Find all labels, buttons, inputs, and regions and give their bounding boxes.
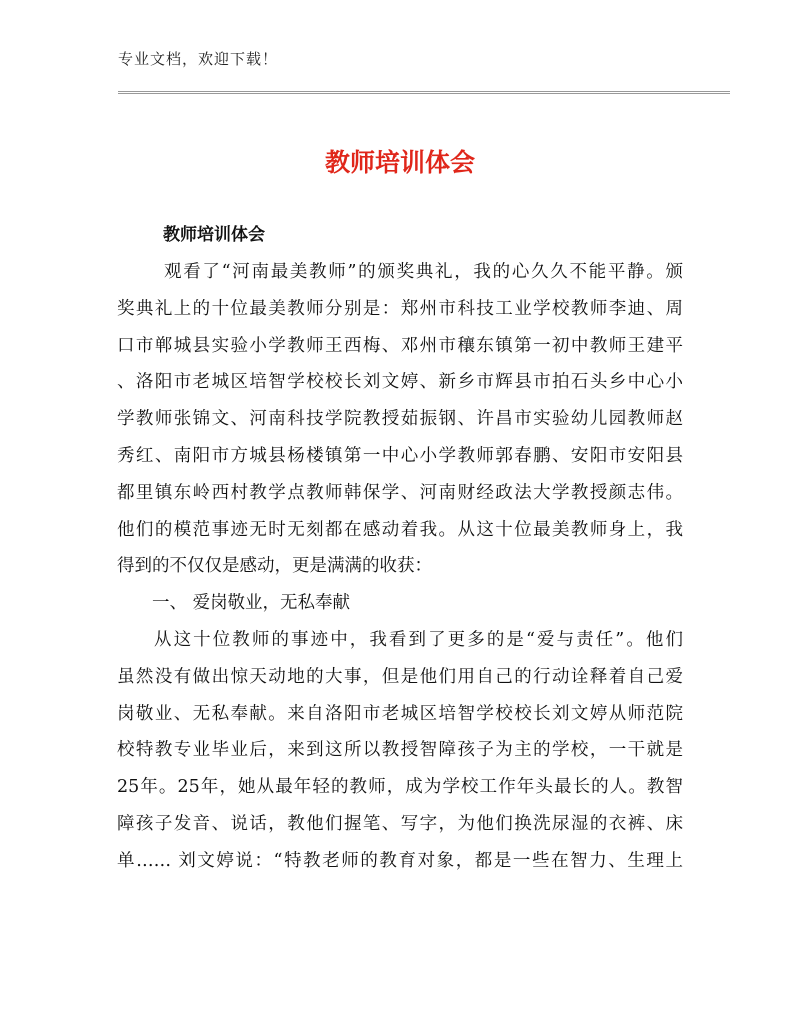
paragraph-line: 单…… 刘文婷说：“特教老师的教育对象，都是一些在智力、生理上 (117, 850, 683, 871)
subheading-line: 一、 爱岗敬业，无私奉献 (152, 593, 351, 614)
header-divider (118, 91, 730, 94)
paragraph-line: 校特教专业毕业后，来到这所以教授智障孩子为主的学校，一干就是 (117, 740, 683, 761)
section-heading: 教师培训体会 (163, 225, 265, 245)
paragraph-line: 虽然没有做出惊天动地的大事，但是他们用自己的行动诠释着自己爱 (117, 666, 683, 687)
paragraph-line: 、洛阳市老城区培智学校校长刘文婷、新乡市辉县市拍石头乡中心小 (117, 372, 683, 393)
paragraph-line: 他们的模范事迹无时无刻都在感动着我。从这十位最美教师身上，我 (117, 519, 683, 540)
paragraph-line: 从这十位教师的事迹中，我看到了更多的是“爱与责任”。他们 (154, 629, 683, 650)
paragraph-line: 学教师张锦文、河南科技学院教授茹振钢、许昌市实验幼儿园教师赵 (117, 409, 683, 430)
paragraph-line: 口市郸城县实验小学教师王西梅、邓州市穰东镇第一初中教师王建平 (117, 335, 683, 356)
paragraph-line: 障孩子发音、说话，教他们握笔、写字，为他们换洗尿湿的衣裤、床 (117, 813, 683, 834)
paragraph-line: 岗敬业、无私奉献。来自洛阳市老城区培智学校校长刘文婷从师范院 (117, 703, 683, 724)
paragraph-line: 都里镇东岭西村教学点教师韩保学、河南财经政法大学教授颜志伟。 (117, 482, 683, 503)
paragraph-line: 观看了“河南最美教师”的颁奖典礼，我的心久久不能平静。颁 (164, 262, 683, 282)
paragraph-line: 得到的不仅仅是感动，更是满满的收获： (117, 556, 432, 577)
paragraph-line: 秀红、南阳市方城县杨楼镇第一中心小学教师郭春鹏、安阳市安阳县 (117, 445, 683, 466)
paragraph-line: 奖典礼上的十位最美教师分别是：郑州市科技工业学校教师李迪、周 (117, 298, 683, 319)
paragraph-line: 25年。25年，她从最年轻的教师，成为学校工作年头最长的人。教智 (117, 777, 683, 798)
body-text (117, 254, 683, 880)
page-header-text: 专业文档，欢迎下载！ (118, 50, 279, 68)
document-title: 教师培训体会 (324, 148, 475, 177)
